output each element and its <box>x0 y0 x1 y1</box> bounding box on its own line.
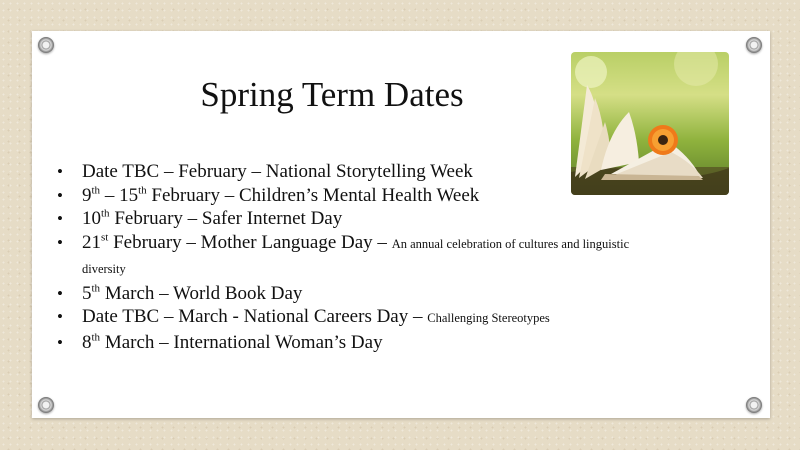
bullet-icon: • <box>57 162 63 181</box>
pin-icon <box>38 37 54 53</box>
slide-title: Spring Term Dates <box>200 75 464 114</box>
bullet-icon: • <box>57 332 63 352</box>
item-note: An annual celebration of cultures and linguistic diversity <box>82 236 630 276</box>
slide <box>32 31 770 418</box>
list-item: • 21st February – Mother Language Day – An annual celebration of cultures and linguistic diversity <box>57 231 630 276</box>
list-item: • 9th – 15th February – Children’s Mental Health Week <box>57 184 480 206</box>
bullet-icon: • <box>57 209 63 228</box>
bullet-icon: • <box>57 283 63 303</box>
list-item: • Date TBC – February – National Storytelling Week <box>57 161 473 182</box>
bullet-icon: • <box>57 307 63 326</box>
list-item: • 8th March – International Woman’s Day <box>57 331 383 353</box>
term-dates-list <box>52 160 632 354</box>
pin-icon <box>746 397 762 413</box>
list-item: • Date TBC – March - National Careers Day – Challenging Stereotypes <box>57 306 550 327</box>
list-item: • 5th March – World Book Day <box>57 282 303 304</box>
pin-icon <box>746 37 762 53</box>
list-item: • 10th February – Safer Internet Day <box>57 207 343 229</box>
item-note: Challenging Stereotypes <box>427 311 550 325</box>
bullet-icon: • <box>57 232 63 252</box>
pin-icon <box>38 397 54 413</box>
bullet-icon: • <box>57 185 63 205</box>
